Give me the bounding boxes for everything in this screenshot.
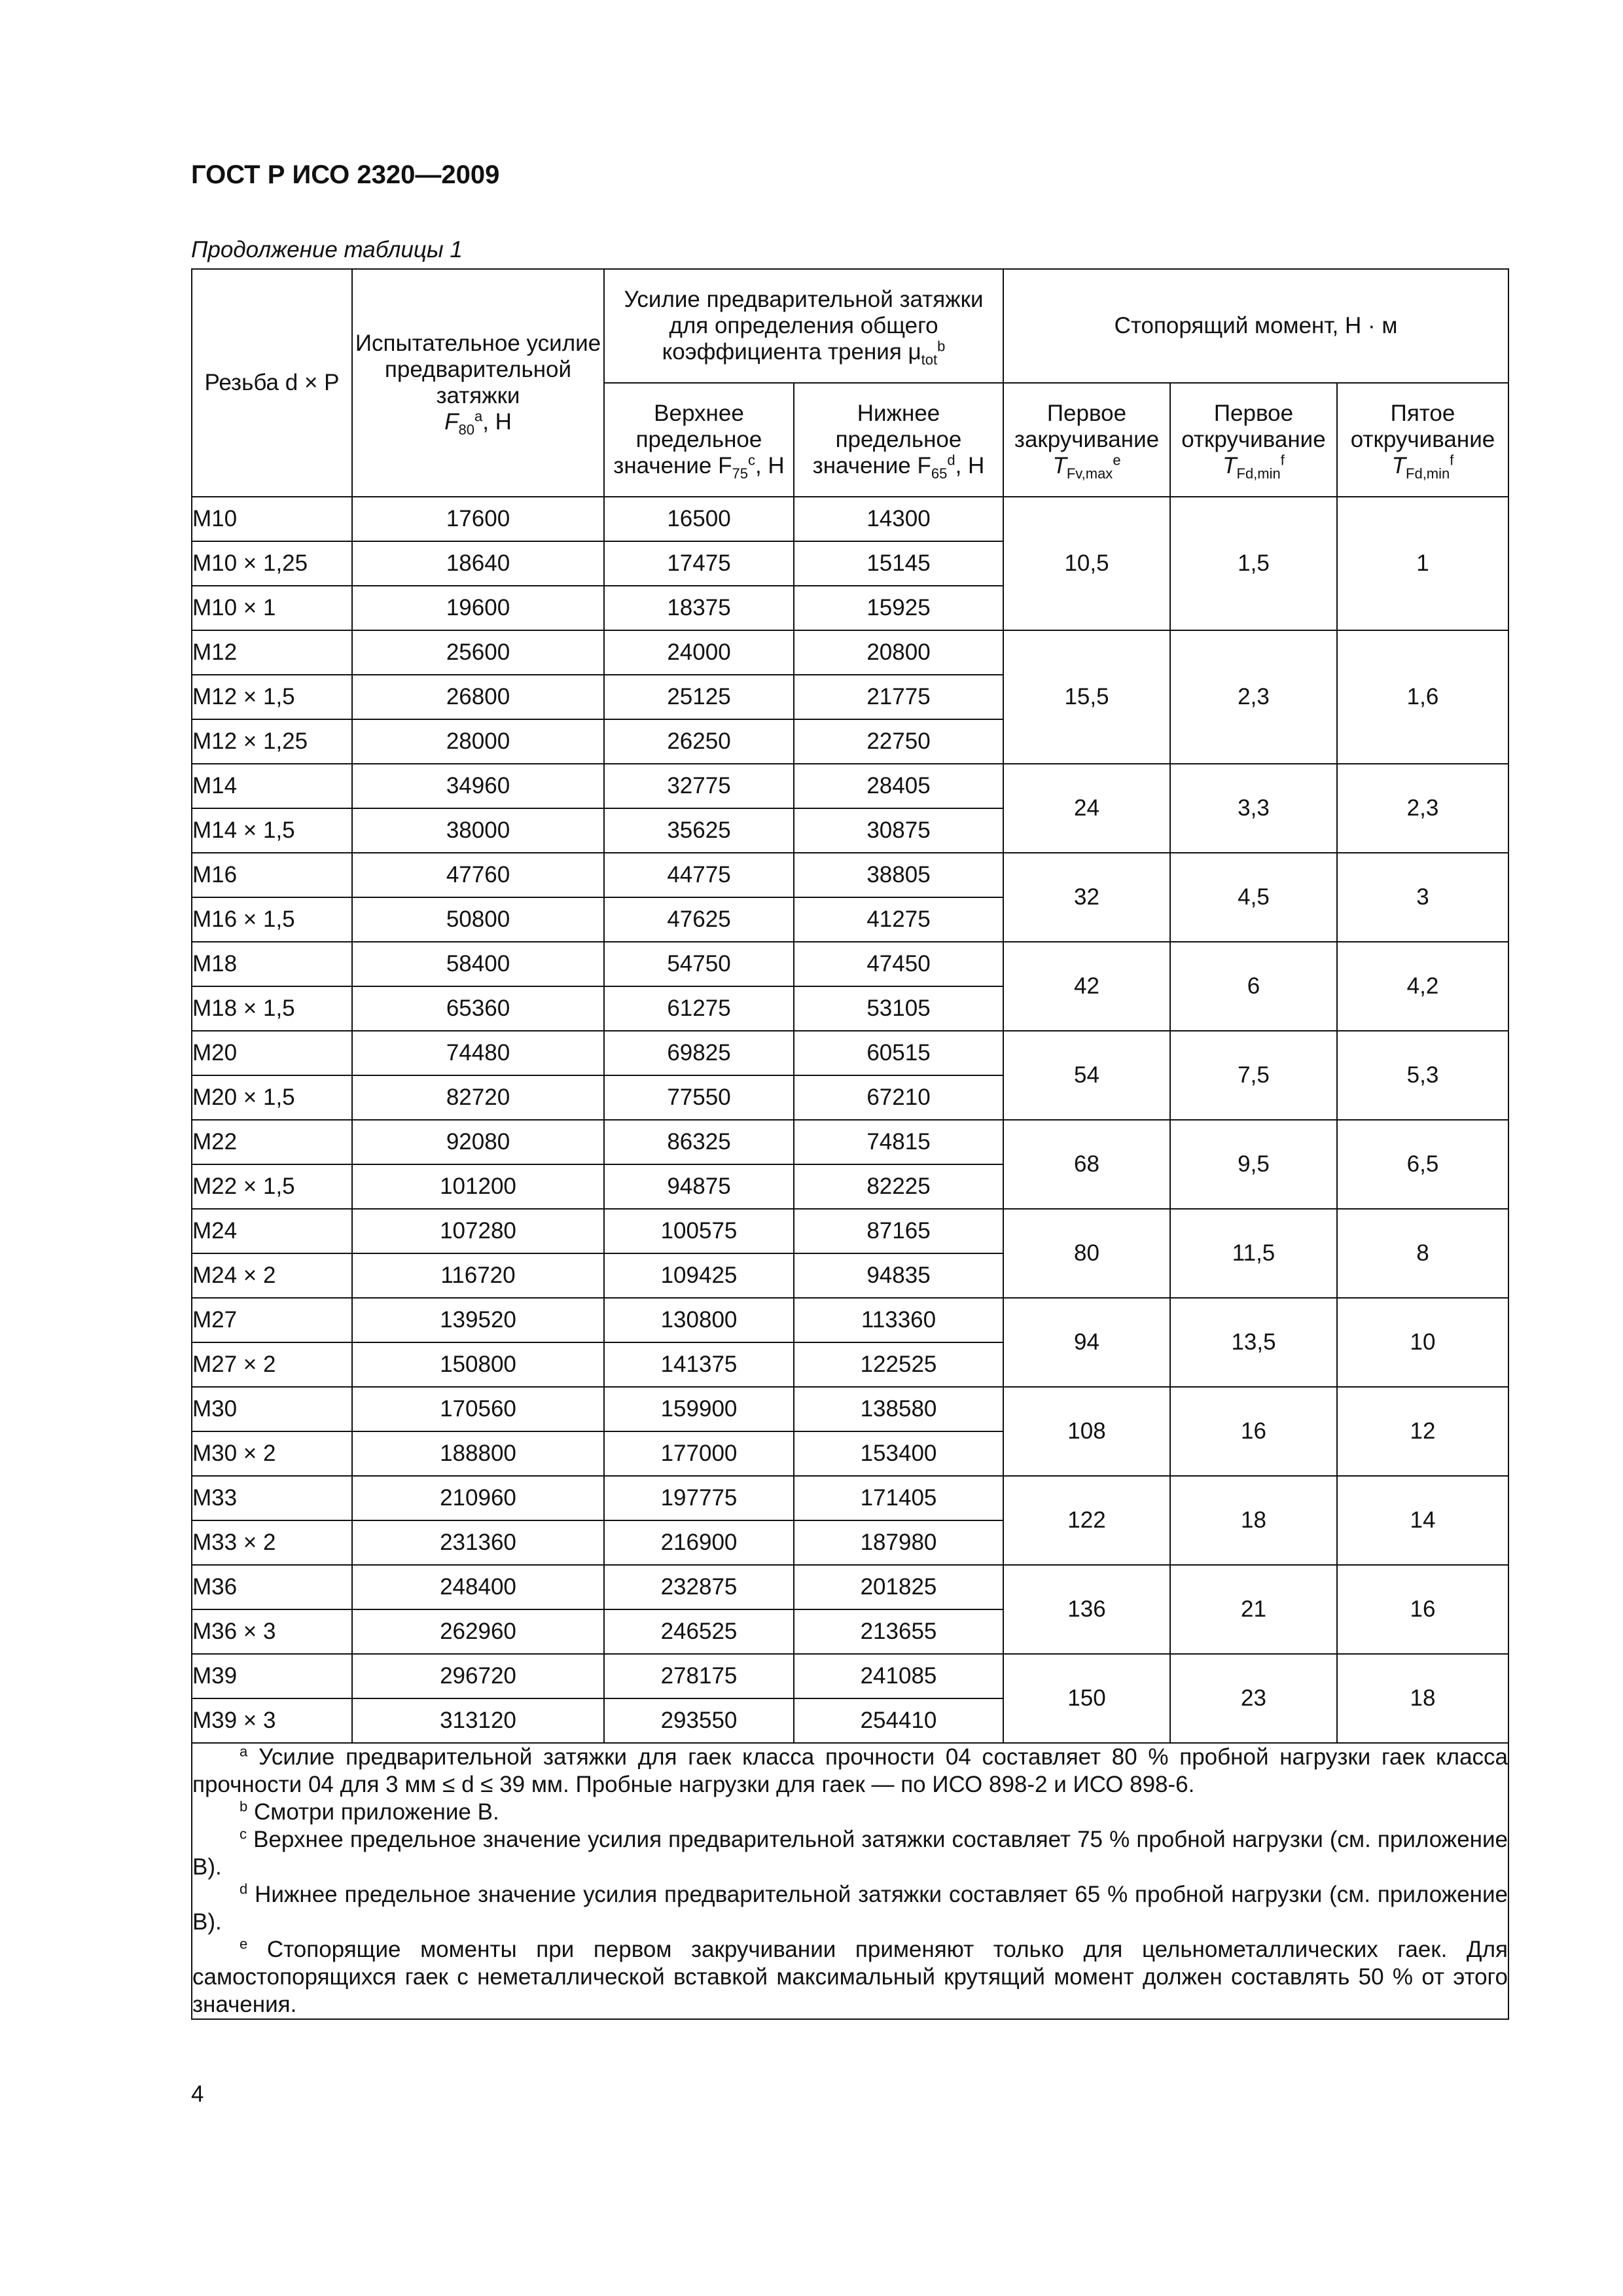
note-d: $^d$ Нижнее предельное значение усилия предварительной затяжки составляет 65 % пробной нагрузки (см. приложение В).: [192, 1880, 1508, 1935]
cell-first-on: 68: [1003, 1120, 1170, 1209]
cell-proof-force: 92080: [352, 1120, 604, 1164]
cell-proof-force: 26800: [352, 675, 604, 719]
cell-first-off: 21: [1170, 1565, 1337, 1654]
cell-proof-force: 296720: [352, 1654, 604, 1698]
cell-fifth-off: 14: [1337, 1476, 1508, 1565]
cell-proof-force: 210960: [352, 1476, 604, 1520]
cell-fifth-off: 1,6: [1337, 630, 1508, 764]
header-proof-force: Испытательное усилие предварительной затяжки $F_{80}^a$, Н: [352, 269, 604, 497]
cell-upper-limit: 69825: [604, 1031, 794, 1075]
cell-proof-force: 82720: [352, 1075, 604, 1120]
cell-thread: M30 × 2: [192, 1431, 352, 1476]
cell-first-on: 108: [1003, 1387, 1170, 1476]
cell-upper-limit: 32775: [604, 764, 794, 808]
cell-first-off: 9,5: [1170, 1120, 1337, 1209]
cell-thread: M18: [192, 942, 352, 986]
cell-upper-limit: 177000: [604, 1431, 794, 1476]
cell-proof-force: 17600: [352, 497, 604, 541]
cell-first-off: 11,5: [1170, 1209, 1337, 1298]
page-number: 4: [191, 2081, 204, 2107]
header-preload: Усилие предварительной затяжки для определения общего коэффициента трения $\mu_{tot}^b$: [604, 269, 1003, 383]
cell-fifth-off: 2,3: [1337, 764, 1508, 853]
note-c: $^c$ Верхнее предельное значение усилия предварительной затяжки составляет 75 % пробной нагрузки (см. приложение В).: [192, 1825, 1508, 1880]
table-header-row-1: [192, 269, 1508, 383]
cell-lower-limit: 67210: [794, 1075, 1003, 1120]
cell-proof-force: 101200: [352, 1164, 604, 1209]
cell-lower-limit: 38805: [794, 853, 1003, 897]
cell-upper-limit: 18375: [604, 586, 794, 630]
note-e: $^e$ Стопорящие моменты при первом закручивании применяют только для цельнометаллических гаек. Для самостопорящихся гаек с неметаллической вставкой максимальный крутящий момент должен составлять 50 % от этого значения.: [192, 1935, 1508, 2017]
cell-upper-limit: 44775: [604, 853, 794, 897]
cell-thread: M12 × 1,5: [192, 675, 352, 719]
cell-upper-limit: 197775: [604, 1476, 794, 1520]
cell-lower-limit: 153400: [794, 1431, 1003, 1476]
cell-first-off: 4,5: [1170, 853, 1337, 942]
table-row: [192, 1031, 1508, 1075]
cell-lower-limit: 22750: [794, 719, 1003, 764]
table-caption: Продолжение таблицы 1: [191, 237, 463, 262]
cell-upper-limit: 293550: [604, 1698, 794, 1743]
cell-lower-limit: 60515: [794, 1031, 1003, 1075]
cell-thread: M20 × 1,5: [192, 1075, 352, 1120]
cell-upper-limit: 159900: [604, 1387, 794, 1431]
cell-proof-force: 65360: [352, 986, 604, 1031]
cell-thread: M14: [192, 764, 352, 808]
table-row: [192, 942, 1508, 986]
cell-proof-force: 38000: [352, 808, 604, 853]
table-row: [192, 497, 1508, 541]
cell-thread: M10 × 1: [192, 586, 352, 630]
cell-proof-force: 58400: [352, 942, 604, 986]
cell-thread: M10 × 1,25: [192, 541, 352, 586]
cell-thread: M12 × 1,25: [192, 719, 352, 764]
cell-first-off: 18: [1170, 1476, 1337, 1565]
cell-upper-limit: 141375: [604, 1342, 794, 1387]
cell-thread: M24: [192, 1209, 352, 1253]
cell-lower-limit: 21775: [794, 675, 1003, 719]
cell-first-on: 15,5: [1003, 630, 1170, 764]
cell-thread: M16: [192, 853, 352, 897]
cell-lower-limit: 213655: [794, 1609, 1003, 1654]
note-a: $^a$ Усилие предварительной затяжки для гаек класса прочности 04 составляет 80 % пробной нагрузки гаек класса прочности 04 для 3 мм ≤ d ≤ 39 мм. Пробные нагрузки для гаек — по ИСО 898-2 и ИСО 898-6.: [192, 1743, 1508, 1797]
cell-lower-limit: 241085: [794, 1654, 1003, 1698]
cell-first-on: 122: [1003, 1476, 1170, 1565]
cell-lower-limit: 187980: [794, 1520, 1003, 1565]
cell-upper-limit: 26250: [604, 719, 794, 764]
cell-lower-limit: 122525: [794, 1342, 1003, 1387]
note-b: $^b$ Смотри приложение В.: [240, 1798, 499, 1825]
cell-proof-force: 188800: [352, 1431, 604, 1476]
cell-upper-limit: 16500: [604, 497, 794, 541]
cell-proof-force: 50800: [352, 897, 604, 942]
header-fifth-off: Пятое откручивание $T_{Fd,min}^f$: [1337, 383, 1508, 497]
cell-proof-force: 170560: [352, 1387, 604, 1431]
cell-first-off: 23: [1170, 1654, 1337, 1743]
cell-lower-limit: 20800: [794, 630, 1003, 675]
cell-thread: M24 × 2: [192, 1253, 352, 1298]
cell-upper-limit: 25125: [604, 675, 794, 719]
cell-first-on: 24: [1003, 764, 1170, 853]
cell-first-on: 136: [1003, 1565, 1170, 1654]
cell-thread: M27: [192, 1298, 352, 1342]
cell-lower-limit: 15145: [794, 541, 1003, 586]
cell-upper-limit: 54750: [604, 942, 794, 986]
cell-fifth-off: 10: [1337, 1298, 1508, 1387]
cell-lower-limit: 87165: [794, 1209, 1003, 1253]
cell-lower-limit: 138580: [794, 1387, 1003, 1431]
cell-lower-limit: 28405: [794, 764, 1003, 808]
cell-first-off: 16: [1170, 1387, 1337, 1476]
cell-lower-limit: 41275: [794, 897, 1003, 942]
header-upper-limit: Верхнее предельное значение $F_{75}^c$, Н: [604, 383, 794, 497]
cell-lower-limit: 171405: [794, 1476, 1003, 1520]
cell-proof-force: 139520: [352, 1298, 604, 1342]
cell-first-on: 150: [1003, 1654, 1170, 1743]
cell-thread: M20: [192, 1031, 352, 1075]
cell-thread: M36 × 3: [192, 1609, 352, 1654]
table-row: [192, 630, 1508, 675]
table-row: [192, 1120, 1508, 1164]
cell-thread: M33: [192, 1476, 352, 1520]
cell-upper-limit: 278175: [604, 1654, 794, 1698]
header-thread: Резьба d × P: [192, 269, 352, 497]
cell-proof-force: 262960: [352, 1609, 604, 1654]
table-row: [192, 853, 1508, 897]
cell-upper-limit: 24000: [604, 630, 794, 675]
cell-fifth-off: 1: [1337, 497, 1508, 630]
table-row: [192, 764, 1508, 808]
cell-thread: M14 × 1,5: [192, 808, 352, 853]
table-row: [192, 1298, 1508, 1342]
cell-proof-force: 107280: [352, 1209, 604, 1253]
cell-lower-limit: 15925: [794, 586, 1003, 630]
cell-lower-limit: 94835: [794, 1253, 1003, 1298]
cell-thread: M22: [192, 1120, 352, 1164]
cell-thread: M12: [192, 630, 352, 675]
table-row: [192, 1654, 1508, 1698]
cell-thread: M36: [192, 1565, 352, 1609]
table-row: [192, 1387, 1508, 1431]
cell-first-off: 2,3: [1170, 630, 1337, 764]
cell-lower-limit: 14300: [794, 497, 1003, 541]
cell-lower-limit: 47450: [794, 942, 1003, 986]
cell-upper-limit: 61275: [604, 986, 794, 1031]
cell-thread: M22 × 1,5: [192, 1164, 352, 1209]
cell-upper-limit: 232875: [604, 1565, 794, 1609]
table-row: [192, 1476, 1508, 1520]
cell-first-on: 10,5: [1003, 497, 1170, 630]
cell-proof-force: 34960: [352, 764, 604, 808]
cell-fifth-off: 3: [1337, 853, 1508, 942]
cell-proof-force: 18640: [352, 541, 604, 586]
header-lower-limit: Нижнее предельное значение $F_{65}^d$, Н: [794, 383, 1003, 497]
cell-proof-force: 74480: [352, 1031, 604, 1075]
cell-first-on: 54: [1003, 1031, 1170, 1120]
cell-proof-force: 248400: [352, 1565, 604, 1609]
cell-proof-force: 28000: [352, 719, 604, 764]
cell-fifth-off: 6,5: [1337, 1120, 1508, 1209]
cell-lower-limit: 30875: [794, 808, 1003, 853]
cell-upper-limit: 86325: [604, 1120, 794, 1164]
table-row: [192, 1565, 1508, 1609]
cell-thread: M39: [192, 1654, 352, 1698]
cell-upper-limit: 130800: [604, 1298, 794, 1342]
cell-first-off: 7,5: [1170, 1031, 1337, 1120]
cell-lower-limit: 113360: [794, 1298, 1003, 1342]
cell-thread: M18 × 1,5: [192, 986, 352, 1031]
cell-lower-limit: 82225: [794, 1164, 1003, 1209]
header-first-on: Первое закручивание $T_{Fv,max}^e$: [1003, 383, 1170, 497]
notes-row: [192, 1743, 1508, 2019]
cell-lower-limit: 74815: [794, 1120, 1003, 1164]
cell-lower-limit: 53105: [794, 986, 1003, 1031]
cell-first-on: 42: [1003, 942, 1170, 1031]
cell-fifth-off: 16: [1337, 1565, 1508, 1654]
cell-first-on: 80: [1003, 1209, 1170, 1298]
cell-thread: M10: [192, 497, 352, 541]
cell-first-off: 6: [1170, 942, 1337, 1031]
cell-first-off: 13,5: [1170, 1298, 1337, 1387]
cell-fifth-off: 8: [1337, 1209, 1508, 1298]
thread-torque-table: [191, 268, 1509, 2020]
header-first-off: Первое откручивание $T_{Fd,min}^f$: [1170, 383, 1337, 497]
cell-proof-force: 150800: [352, 1342, 604, 1387]
cell-proof-force: 47760: [352, 853, 604, 897]
header-torque: Стопорящий момент, Н · м: [1003, 269, 1508, 383]
cell-upper-limit: 35625: [604, 808, 794, 853]
cell-proof-force: 231360: [352, 1520, 604, 1565]
cell-upper-limit: 77550: [604, 1075, 794, 1120]
cell-thread: M33 × 2: [192, 1520, 352, 1565]
cell-fifth-off: 18: [1337, 1654, 1508, 1743]
cell-upper-limit: 100575: [604, 1209, 794, 1253]
cell-lower-limit: 254410: [794, 1698, 1003, 1743]
cell-proof-force: 19600: [352, 586, 604, 630]
cell-upper-limit: 246525: [604, 1609, 794, 1654]
cell-first-off: 1,5: [1170, 497, 1337, 630]
cell-fifth-off: 4,2: [1337, 942, 1508, 1031]
cell-thread: M39 × 3: [192, 1698, 352, 1743]
cell-proof-force: 313120: [352, 1698, 604, 1743]
cell-upper-limit: 109425: [604, 1253, 794, 1298]
cell-upper-limit: 216900: [604, 1520, 794, 1565]
cell-first-off: 3,3: [1170, 764, 1337, 853]
table-row: [192, 1209, 1508, 1253]
cell-upper-limit: 17475: [604, 541, 794, 586]
cell-thread: M27 × 2: [192, 1342, 352, 1387]
cell-first-on: 32: [1003, 853, 1170, 942]
cell-thread: M16 × 1,5: [192, 897, 352, 942]
cell-first-on: 94: [1003, 1298, 1170, 1387]
cell-upper-limit: 94875: [604, 1164, 794, 1209]
table-notes: [192, 1743, 1508, 2019]
document-header: ГОСТ Р ИСО 2320—2009: [191, 160, 500, 189]
cell-upper-limit: 47625: [604, 897, 794, 942]
cell-proof-force: 25600: [352, 630, 604, 675]
cell-proof-force: 116720: [352, 1253, 604, 1298]
cell-lower-limit: 201825: [794, 1565, 1003, 1609]
cell-fifth-off: 5,3: [1337, 1031, 1508, 1120]
cell-thread: M30: [192, 1387, 352, 1431]
table-body: [192, 497, 1508, 1743]
cell-fifth-off: 12: [1337, 1387, 1508, 1476]
